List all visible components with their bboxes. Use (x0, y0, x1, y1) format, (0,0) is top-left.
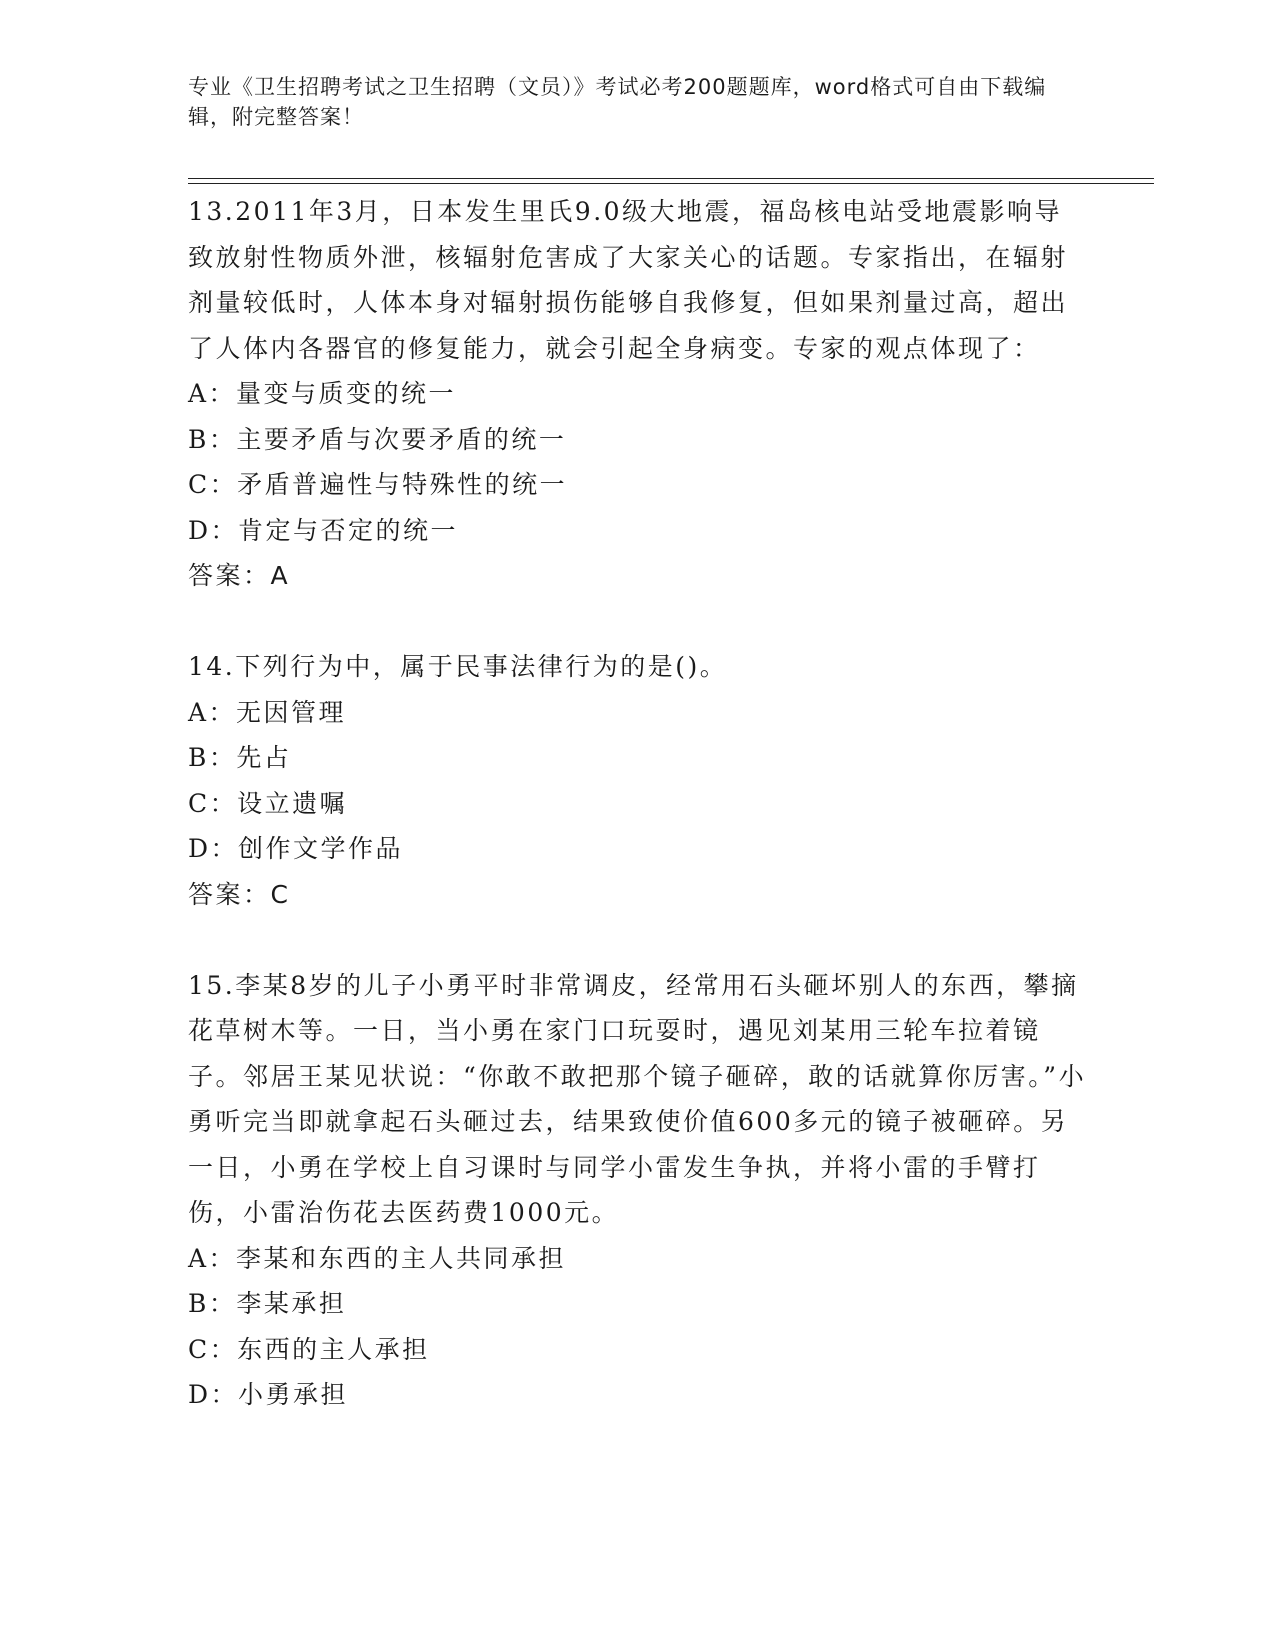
option-c: C：设立遗嘱 (188, 788, 348, 818)
header-divider-bottom (188, 183, 1154, 184)
option-a: A：无因管理 (188, 697, 347, 727)
answer-line: 答案：C (188, 879, 291, 909)
spacer (188, 599, 1088, 645)
option-c: C：矛盾普遍性与特殊性的统一 (188, 470, 568, 499)
question-15 (188, 963, 1088, 1418)
option-d: D：小勇承担 (188, 1380, 349, 1409)
question-13 (188, 189, 1088, 599)
question-stem: 14.下列行为中，属于民事法律行为的是()。 (188, 652, 728, 681)
option-c: C：东西的主人承担 (188, 1334, 430, 1364)
option-a: A：量变与质变的统一 (188, 379, 457, 408)
question-stem: 13.2011年3月，日本发生里氏9.0级大地震，福岛核电站受地震影响导致放射性物质外泄，核辐射危害成了大家关心的话题。专家指出，在辐射剂量较低时，人体本身对辐射损伤能够自我修复，但如果剂量过高，超出了人体内各器官的修复能力，就会引起全身病变。专家的观点体现了： (188, 197, 1069, 363)
option-b: B：先占 (188, 743, 292, 772)
spacer (188, 917, 1088, 963)
option-b: B：李某承担 (188, 1289, 347, 1318)
question-list (188, 189, 1088, 1418)
question-14 (188, 644, 1088, 917)
answer-line: 答案：A (188, 561, 291, 590)
question-stem: 15.李某8岁的儿子小勇平时非常调皮，经常用石头砸坏别人的东西，攀摘花草树木等。一日，当小勇在家门口玩耍时，遇见刘某用三轮车拉着镜子。邻居王某见状说：“你敢不敢把那个镜子砸碎，敢的话就算你厉害。”小勇听完当即就拿起石头砸过去，结果致使价值600多元的镜子被砸碎。另一日，小勇在学校上自习课时与同学小雷发生争执，并将小雷的手臂打伤，小雷治伤花去医药费1000元。 (188, 970, 1087, 1227)
option-b: B：主要矛盾与次要矛盾的统一 (188, 424, 567, 454)
header-divider-top (188, 178, 1154, 179)
option-d: D：创作文学作品 (188, 834, 404, 863)
option-d: D：肯定与否定的统一 (188, 515, 459, 545)
option-a: A：李某和东西的主人共同承担 (188, 1243, 567, 1273)
document-header: 专业《卫生招聘考试之卫生招聘（文员）》考试必考200题题库，word格式可自由下载编辑，附完整答案！ (188, 75, 1047, 129)
